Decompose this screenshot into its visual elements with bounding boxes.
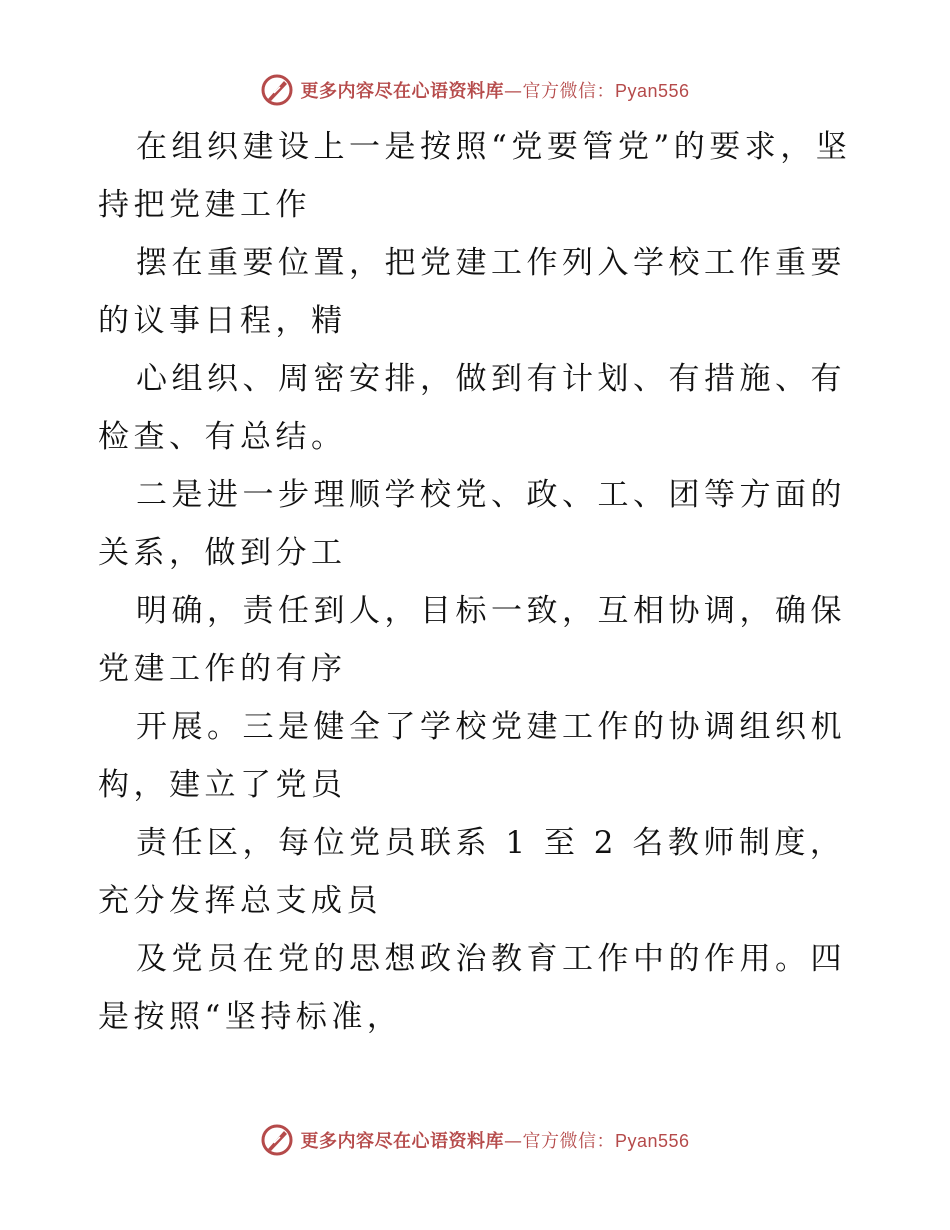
- footer-brand: 更多内容尽在心语资料库: [300, 1131, 504, 1152]
- footer-wechat-label: 官方微信：: [522, 1131, 615, 1152]
- quill-pen-logo-icon: [260, 73, 294, 107]
- paragraph: 及党员在党的思想政治教育工作中的作用。四是按照“坚持标准，: [98, 941, 846, 1035]
- header-dash: —: [503, 81, 523, 102]
- header-banner: [0, 70, 950, 110]
- footer-wechat-id: Pyan556: [614, 1131, 690, 1151]
- header-wechat-id: Pyan556: [614, 81, 690, 101]
- paragraph: 开展。三是健全了学校党建工作的协调组织机构，建立了党员: [98, 709, 846, 803]
- header-brand: 更多内容尽在心语资料库: [300, 81, 504, 102]
- footer-banner: [0, 1120, 950, 1160]
- paragraph: 在组织建设上一是按照“党要管党”的要求，坚持把党建工作: [98, 129, 852, 223]
- document-body: [98, 118, 858, 1046]
- footer-banner-text: [300, 1127, 689, 1153]
- header-banner-text: [300, 77, 689, 103]
- paragraph: 明确，责任到人，目标一致，互相协调，确保党建工作的有序: [98, 593, 846, 687]
- paragraph: 心组织、周密安排，做到有计划、有措施、有检查、有总结。: [98, 361, 846, 455]
- footer-dash: —: [503, 1131, 523, 1152]
- paragraph: 责任区，每位党员联系 1 至 2 名教师制度，充分发挥总支成员: [98, 825, 846, 919]
- quill-pen-logo-icon: [260, 1123, 294, 1157]
- paragraph: 摆在重要位置，把党建工作列入学校工作重要的议事日程，精: [98, 245, 846, 339]
- header-wechat-label: 官方微信：: [522, 81, 615, 102]
- paragraph: 二是进一步理顺学校党、政、工、团等方面的关系，做到分工: [98, 477, 846, 571]
